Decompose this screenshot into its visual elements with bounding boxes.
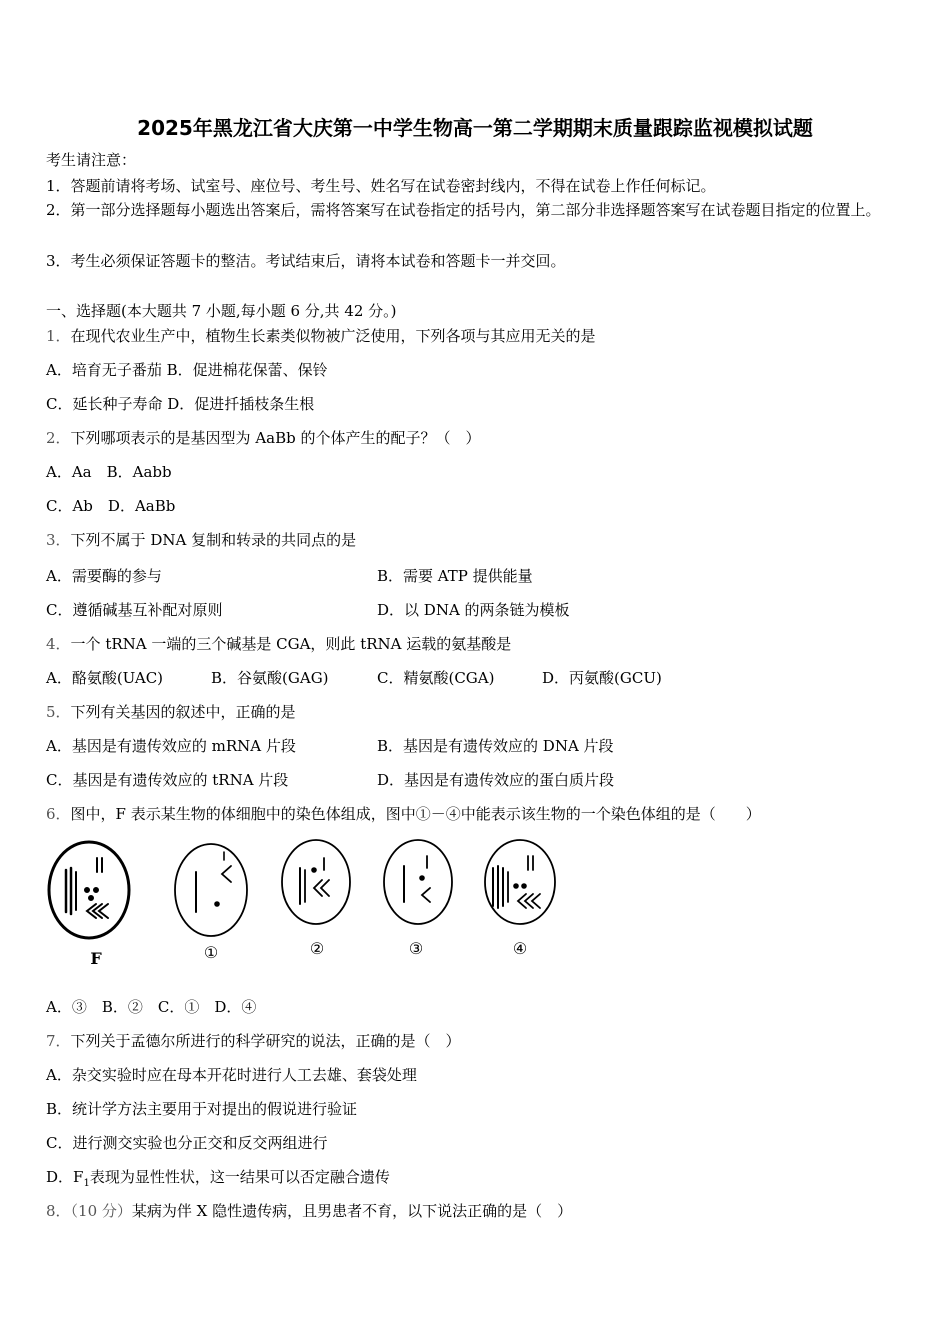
cell-f [49, 842, 129, 938]
question-3 [46, 530, 356, 550]
cell-3 [384, 840, 452, 924]
question-7 [46, 1031, 461, 1051]
question-number: 3． [46, 531, 71, 549]
question-stem: 图中，F 表示某生物的体细胞中的染色体组成，图中①－④中能表示该生物的一个染色体组的是（ ） [70, 805, 761, 823]
q5-option-a: A．基因是有遗传效应的 mRNA 片段 [46, 737, 296, 755]
notice-item-3: 3．考生必须保证答题卡的整洁。考试结束后，请将本试卷和答题卡一并交回。 [46, 252, 566, 270]
question-number: 1． [46, 327, 71, 345]
notice-item-1: 1．答题前请将考场、试室号、座位号、考生号、姓名写在试卷密封线内，不得在试卷上作任何标记。 [46, 177, 716, 195]
notice-item-2: 2．第一部分选择题每小题选出答案后，需将答案写在试卷指定的括号内，第二部分非选择题答案写在试卷题目指定的位置上。 [46, 201, 881, 219]
question-stem: 某病为伴 X 隐性遗传病，且男患者不育，以下说法正确的是（ ） [131, 1202, 573, 1220]
q4-option-b: B．谷氨酸(GAG) [211, 669, 329, 687]
label-4: ④ [512, 939, 528, 958]
q3-option-d: D．以 DNA 的两条链为模板 [377, 601, 570, 619]
q7-option-d-text: 表现为显性性状，这一结果可以否定融合遗传 [89, 1168, 390, 1186]
question-4 [46, 634, 511, 654]
q1-options-ab: A．培育无子番茄 B．促进棉花保蕾、保铃 [46, 361, 328, 379]
cell-4 [485, 840, 555, 924]
page-title: 2025年黑龙江省大庆第一中学生物高一第二学期期末质量跟踪监视模拟试题 [137, 116, 813, 140]
q4-option-a: A．酪氨酸(UAC) [46, 669, 164, 687]
q7-option-d [46, 1167, 390, 1194]
q7-option-d-subscript: 1 [83, 1178, 90, 1189]
question-stem: 下列有关基因的叙述中，正确的是 [70, 703, 296, 721]
q4-option-c: C．精氨酸(CGA) [377, 669, 495, 687]
question-5 [46, 702, 296, 722]
chromosome-figure [44, 832, 564, 972]
q5-option-c: C．基因是有遗传效应的 tRNA 片段 [46, 771, 289, 789]
q7-option-c: C．进行测交实验也分正交和反交两组进行 [46, 1134, 328, 1152]
label-2: ② [309, 939, 325, 958]
question-stem: 下列哪项表示的是基因型为 AaBb 的个体产生的配子？（ ） [70, 429, 481, 447]
question-number: 7． [46, 1032, 71, 1050]
q7-option-d-prefix: D．F [46, 1168, 84, 1186]
q2-options-ab: A．Aa B．Aabb [46, 463, 172, 481]
q6-options: A．③ B．② C．① D．④ [46, 998, 257, 1016]
q1-options-cd: C．延长种子寿命 D．促进扦插枝条生根 [46, 395, 315, 413]
question-number: 6． [46, 805, 71, 823]
question-number: 2． [46, 429, 71, 447]
notice-heading: 考生请注意： [46, 151, 137, 169]
label-f: F [90, 949, 102, 968]
question-8 [46, 1201, 572, 1221]
q3-option-a: A．需要酶的参与 [46, 567, 162, 585]
question-stem: 下列关于孟德尔所进行的科学研究的说法，正确的是（ ） [70, 1032, 461, 1050]
q5-option-b: B．基因是有遗传效应的 DNA 片段 [377, 737, 614, 755]
q3-option-b: B．需要 ATP 提供能量 [377, 567, 533, 585]
question-1 [46, 326, 596, 346]
label-1: ① [203, 943, 219, 962]
question-score: （10 分） [70, 1202, 132, 1220]
question-number: 4． [46, 635, 71, 653]
q3-option-c: C．遵循碱基互补配对原则 [46, 601, 223, 619]
question-stem: 下列不属于 DNA 复制和转录的共同点的是 [70, 531, 357, 549]
q7-option-a: A．杂交实验时应在母本开花时进行人工去雄、套袋处理 [46, 1066, 417, 1084]
question-stem: 一个 tRNA 一端的三个碱基是 CGA，则此 tRNA 运载的氨基酸是 [70, 635, 512, 653]
label-3: ③ [408, 939, 424, 958]
q2-options-cd: C．Ab D．AaBb [46, 497, 176, 515]
question-number: 5． [46, 703, 71, 721]
question-number: 8． [46, 1202, 71, 1220]
question-2 [46, 428, 481, 448]
cell-2 [282, 840, 350, 924]
section-heading: 一、选择题(本大题共 7 小题,每小题 6 分,共 42 分。) [46, 302, 397, 320]
cell-1 [175, 844, 247, 936]
q4-option-d: D．丙氨酸(GCU) [542, 669, 662, 687]
question-stem: 在现代农业生产中，植物生长素类似物被广泛使用，下列各项与其应用无关的是 [70, 327, 596, 345]
q7-option-b: B．统计学方法主要用于对提出的假说进行验证 [46, 1100, 358, 1118]
question-6 [46, 804, 761, 824]
q5-option-d: D．基因是有遗传效应的蛋白质片段 [377, 771, 615, 789]
